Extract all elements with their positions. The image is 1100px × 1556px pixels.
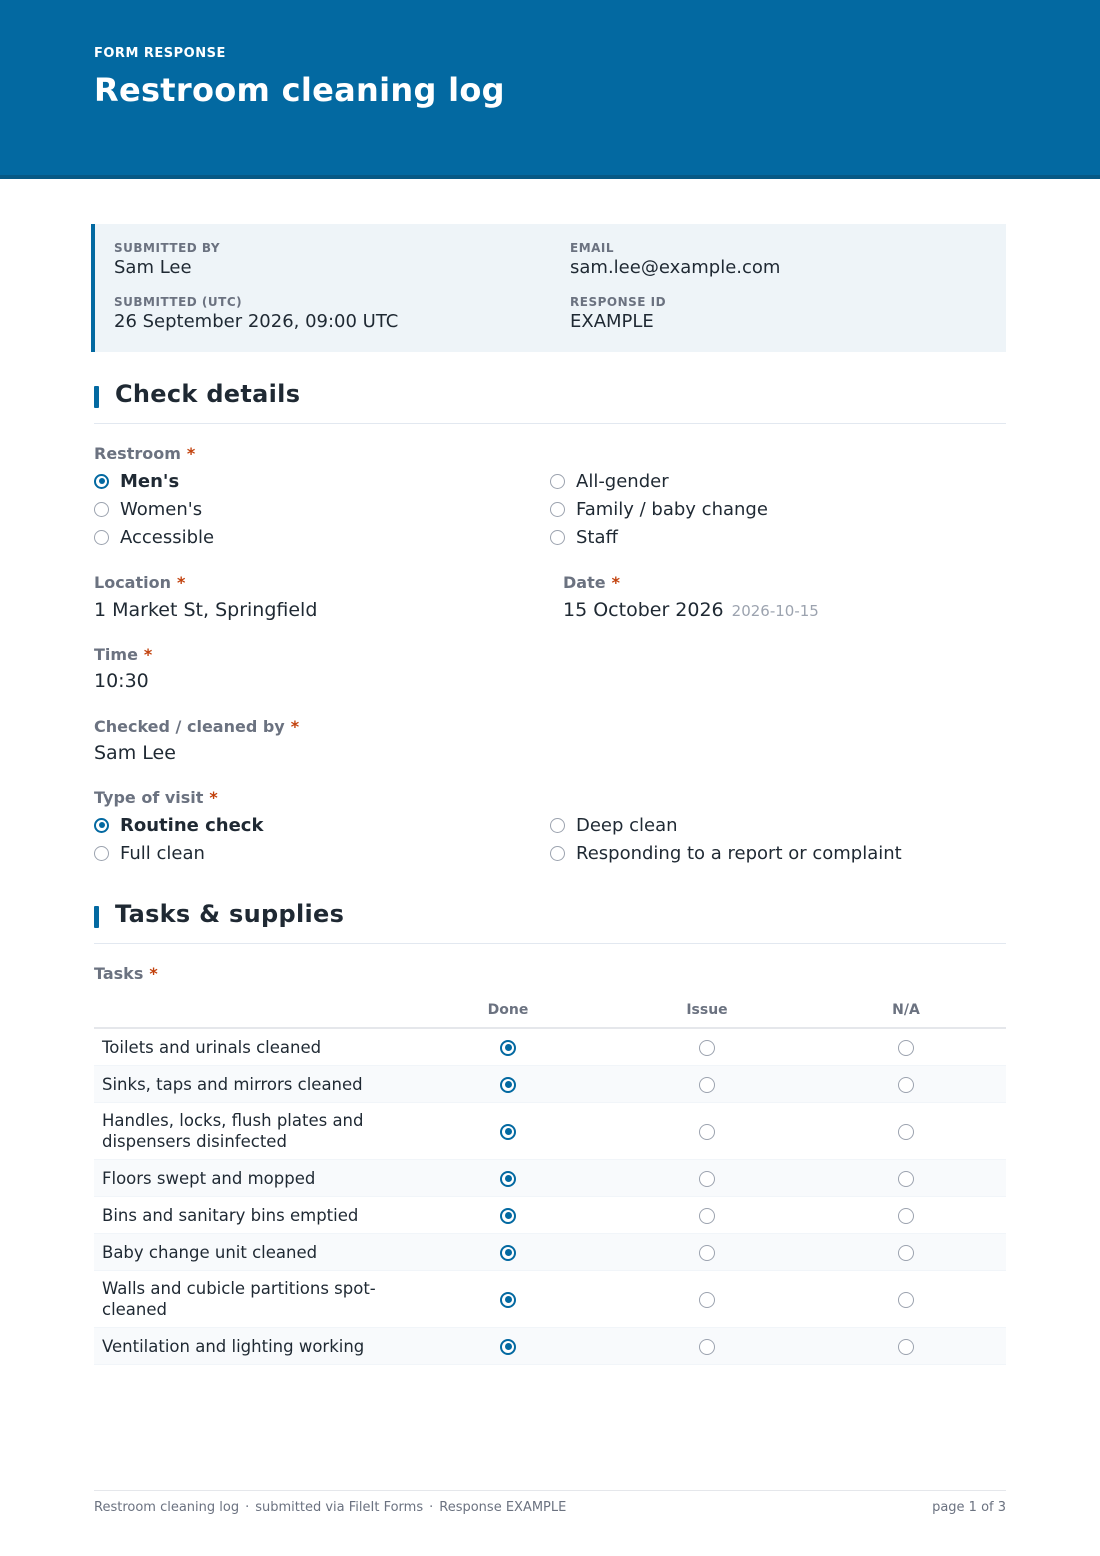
radio-icon — [94, 846, 109, 861]
section-title: Check details — [115, 380, 301, 408]
time-label-text: Time — [94, 645, 138, 664]
column-header-done: Done — [487, 1002, 529, 1018]
radio-icon — [550, 846, 565, 861]
footer-response: Response EXAMPLE — [439, 1500, 567, 1515]
submitted-utc — [114, 295, 398, 332]
task-row-label: Walls and cubicle partitions spot-cleaned — [102, 1279, 376, 1319]
task-radio-done[interactable] — [500, 1208, 516, 1224]
section-accent-bar — [94, 906, 99, 928]
response-id-label: RESPONSE ID — [570, 295, 667, 309]
footer-via: submitted via FileIt Forms — [255, 1500, 424, 1515]
checked-by-value: Sam Lee — [94, 742, 176, 764]
task-radio-done[interactable] — [500, 1171, 516, 1187]
footer-page-number: page 1 of 3 — [932, 1500, 1006, 1515]
option-label: Accessible — [120, 526, 215, 548]
option-label: Full clean — [120, 842, 205, 864]
required-marker: * — [143, 645, 153, 664]
radio-icon — [550, 818, 565, 833]
task-radio-issue[interactable] — [699, 1040, 715, 1056]
location-value: 1 Market St, Springfield — [94, 599, 318, 621]
option-label: Responding to a report or complaint — [576, 842, 902, 864]
restroom-option-womens[interactable] — [94, 497, 202, 521]
section-accent-bar — [94, 386, 99, 408]
form-eyebrow: FORM RESPONSE — [94, 46, 226, 61]
location-label — [94, 573, 185, 592]
column-header-issue: Issue — [686, 1002, 728, 1018]
required-marker: * — [186, 444, 196, 463]
section-title: Tasks & supplies — [115, 900, 345, 928]
task-radio-done[interactable] — [500, 1077, 516, 1093]
task-radio-done[interactable] — [500, 1339, 516, 1355]
task-row-label: Bins and sanitary bins emptied — [102, 1206, 359, 1225]
task-radio-done[interactable] — [500, 1292, 516, 1308]
option-label: Family / baby change — [576, 498, 768, 520]
section-check-details — [94, 376, 1006, 424]
task-radio-na[interactable] — [898, 1292, 914, 1308]
date-label-text: Date — [563, 573, 606, 592]
visit-type-label-text: Type of visit — [94, 788, 204, 807]
task-radio-na[interactable] — [898, 1171, 914, 1187]
visit-type-label — [94, 788, 218, 807]
radio-selected-icon — [94, 818, 109, 833]
task-radio-done[interactable] — [500, 1040, 516, 1056]
task-row-label: Baby change unit cleaned — [102, 1243, 318, 1262]
task-radio-na[interactable] — [898, 1208, 914, 1224]
task-radio-issue[interactable] — [699, 1339, 715, 1355]
task-row — [94, 1234, 1006, 1271]
task-row — [94, 1103, 1006, 1160]
restroom-option-mens[interactable] — [94, 469, 179, 493]
required-marker: * — [611, 573, 620, 592]
checked-by-label-text: Checked / cleaned by — [94, 717, 285, 736]
form-title: Restroom cleaning log — [94, 71, 505, 109]
restroom-label — [94, 444, 195, 463]
visit-option-routine[interactable] — [94, 813, 263, 837]
submitted-by-value: Sam Lee — [114, 257, 192, 278]
radio-icon — [550, 502, 565, 517]
task-radio-na[interactable] — [898, 1245, 914, 1261]
submitted-by-label: SUBMITTED BY — [114, 241, 221, 255]
task-radio-issue[interactable] — [699, 1245, 715, 1261]
email-label: EMAIL — [570, 241, 615, 255]
task-row-label: Sinks, taps and mirrors cleaned — [102, 1075, 363, 1094]
task-radio-issue[interactable] — [699, 1171, 715, 1187]
task-radio-issue[interactable] — [699, 1077, 715, 1093]
task-row-label: Floors swept and mopped — [102, 1169, 316, 1188]
visit-option-complaint[interactable] — [550, 841, 902, 865]
visit-option-deep-clean[interactable] — [550, 813, 678, 837]
time-label — [94, 645, 152, 664]
required-marker: * — [290, 717, 300, 736]
task-row — [94, 1066, 1006, 1103]
date-label — [563, 573, 620, 592]
task-row — [94, 1160, 1006, 1197]
date-text: 15 October 2026 — [563, 599, 724, 621]
date-iso: 2026-10-15 — [731, 602, 819, 620]
section-tasks-supplies — [94, 896, 1006, 944]
task-row — [94, 1029, 1006, 1066]
task-radio-na[interactable] — [898, 1124, 914, 1140]
task-row-label: Toilets and urinals cleaned — [102, 1038, 322, 1057]
tasks-grid — [94, 1000, 1006, 1365]
radio-icon — [550, 530, 565, 545]
email — [570, 241, 780, 278]
task-radio-na[interactable] — [898, 1040, 914, 1056]
location-label-text: Location — [94, 573, 171, 592]
tasks-grid-header — [94, 1000, 1006, 1029]
email-value: sam.lee@example.com — [570, 257, 781, 278]
task-row — [94, 1271, 1006, 1328]
task-radio-issue[interactable] — [699, 1292, 715, 1308]
tasks-grid-body — [94, 1029, 1006, 1365]
required-marker: * — [209, 788, 218, 807]
response-id — [570, 295, 666, 332]
time-value: 10:30 — [94, 670, 149, 692]
tasks-label — [94, 964, 158, 983]
checked-by-label — [94, 717, 299, 736]
restroom-option-accessible[interactable] — [94, 525, 214, 549]
tasks-label-text: Tasks — [94, 964, 144, 983]
required-marker: * — [149, 964, 158, 983]
restroom-option-family[interactable] — [550, 497, 768, 521]
restroom-label-text: Restroom — [94, 444, 181, 463]
radio-icon — [550, 474, 565, 489]
task-row-label: Handles, locks, flush plates and dispensers disinfected — [102, 1111, 364, 1151]
required-marker: * — [176, 573, 186, 592]
footer-separator: · — [245, 1500, 250, 1515]
form-header — [0, 0, 1100, 179]
option-label: Routine check — [120, 814, 264, 836]
submission-meta-panel — [91, 224, 1006, 352]
submitted-by — [114, 241, 220, 278]
footer-form-name: Restroom cleaning log — [94, 1500, 240, 1515]
radio-icon — [94, 502, 109, 517]
task-radio-issue[interactable] — [699, 1124, 715, 1140]
task-radio-done[interactable] — [500, 1124, 516, 1140]
task-radio-na[interactable] — [898, 1339, 914, 1355]
option-label: Men's — [120, 470, 180, 492]
option-label: Staff — [576, 526, 618, 548]
column-header-na: N/A — [892, 1002, 920, 1018]
restroom-option-all-gender[interactable] — [550, 469, 669, 493]
task-row — [94, 1328, 1006, 1365]
option-label: All-gender — [576, 470, 669, 492]
task-row — [94, 1197, 1006, 1234]
radio-icon — [94, 530, 109, 545]
radio-selected-icon — [94, 474, 109, 489]
task-radio-na[interactable] — [898, 1077, 914, 1093]
restroom-option-staff[interactable] — [550, 525, 618, 549]
task-radio-done[interactable] — [500, 1245, 516, 1261]
submitted-utc-value: 26 September 2026, 09:00 UTC — [114, 311, 399, 332]
task-row-label: Ventilation and lighting working — [102, 1337, 365, 1356]
visit-option-full-clean[interactable] — [94, 841, 205, 865]
response-id-value: EXAMPLE — [570, 311, 654, 332]
submitted-utc-label: SUBMITTED (UTC) — [114, 295, 243, 309]
footer-separator: · — [429, 1500, 434, 1515]
option-label: Women's — [120, 498, 203, 520]
option-label: Deep clean — [576, 814, 678, 836]
date-value — [563, 599, 819, 621]
task-radio-issue[interactable] — [699, 1208, 715, 1224]
page-footer — [94, 1490, 1006, 1515]
